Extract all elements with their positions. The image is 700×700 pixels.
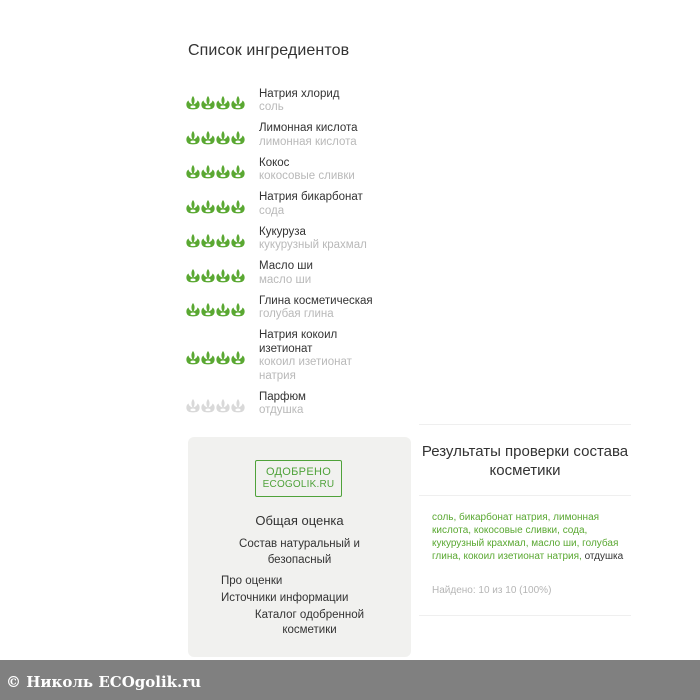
leaf-icon: [201, 347, 215, 365]
ingredient-name: Глина косметическая: [259, 294, 373, 307]
leaf-icon: [201, 196, 215, 214]
watermark-text: © Николь ECOgolik.ru: [6, 673, 202, 691]
leaf-icon: [201, 299, 215, 317]
ingredient-row: [186, 119, 406, 154]
ingredient-text: [259, 191, 363, 218]
results-title: Результаты проверки состава косметики: [421, 443, 629, 479]
leaf-icon: [201, 161, 215, 179]
other-ingredients: отдушка: [584, 551, 624, 562]
leaf-icon: [186, 92, 200, 110]
ingredient-row: [186, 153, 406, 188]
leaf-icon: [186, 265, 200, 283]
check-results-panel: [419, 424, 631, 616]
ingredients-title: Список ингредиентов: [188, 42, 350, 59]
leaf-icon: [231, 265, 245, 283]
leaf-icon: [216, 299, 230, 317]
ingredient-text: [259, 157, 355, 184]
leaf-icon: [216, 196, 230, 214]
ingredient-row: [186, 387, 406, 422]
ingredient-name: Масло ши: [259, 260, 313, 273]
ingredient-row: [186, 84, 406, 119]
approved-catalog-link[interactable]: Каталог одобренной косметики: [254, 609, 365, 636]
leaf-icon: [186, 299, 200, 317]
leaf-icon: [231, 196, 245, 214]
ingredient-common-name: кокоил изетионат натрия: [259, 356, 352, 382]
leaf-icon: [231, 230, 245, 248]
leaf-icon: [201, 127, 215, 145]
leaf-icon: [216, 265, 230, 283]
leaf-icon: [231, 395, 245, 413]
ingredient-list: [186, 84, 406, 422]
leaf-icon: [186, 127, 200, 145]
natural-ingredients: соль, бикарбонат натрия, лимонная кислота, кокосовые сливки, сода, кукурузный крахмал, масло ши, голубая глина, кокоил изетионат натрия,: [432, 512, 619, 562]
ingredient-name: Натрия бикарбонат: [259, 191, 363, 204]
verdict-text: Состав натуральный и безопасный: [239, 538, 360, 566]
leaf-icon: [186, 395, 200, 413]
watermark-bar: [0, 660, 700, 700]
ingredient-name: Натрия кокоил изетионат: [259, 329, 338, 355]
ingredient-text: [259, 226, 367, 253]
rating-leaves-icon: [186, 230, 246, 248]
rating-leaves-icon: [186, 265, 246, 283]
rating-leaves-icon: [186, 161, 246, 179]
ingredient-text: [259, 122, 358, 149]
leaf-icon: [186, 230, 200, 248]
leaf-icon: [201, 92, 215, 110]
leaf-icon: [216, 161, 230, 179]
stamp-line-2: ECOGOLIK.RU: [262, 479, 335, 490]
ingredient-common-name: лимонная кислота: [259, 135, 357, 148]
ingredient-name: Лимонная кислота: [259, 122, 358, 135]
leaf-icon: [231, 92, 245, 110]
ingredient-common-name: отдушка: [259, 404, 304, 417]
ingredient-text: [259, 329, 374, 383]
leaf-icon: [201, 395, 215, 413]
leaf-icon: [231, 347, 245, 365]
leaf-icon: [216, 347, 230, 365]
approved-stamp: [255, 460, 342, 497]
ingredient-common-name: голубая глина: [259, 308, 334, 321]
leaf-icon: [231, 161, 245, 179]
leaf-icon: [231, 299, 245, 317]
ingredient-row: [186, 257, 406, 292]
results-ingredient-list: [432, 511, 624, 563]
ingredient-row: [186, 291, 406, 326]
leaf-icon: [216, 230, 230, 248]
leaf-icon: [186, 161, 200, 179]
results-divider: [419, 495, 631, 496]
ingredient-common-name: кокосовые сливки: [259, 170, 355, 183]
about-ratings-link[interactable]: Про оценки: [221, 575, 283, 587]
ingredient-text: [259, 295, 373, 322]
ingredient-text: [259, 88, 339, 115]
leaf-icon: [216, 395, 230, 413]
ingredient-common-name: сода: [259, 204, 285, 217]
stamp-line-1: ОДОБРЕНО: [265, 466, 332, 478]
leaf-icon: [231, 127, 245, 145]
leaf-icon: [201, 230, 215, 248]
found-count: Найдено: 10 из 10 (100%): [432, 585, 552, 596]
leaf-icon: [216, 92, 230, 110]
overall-rating-title: Общая оценка: [255, 513, 344, 528]
rating-leaves-icon: [186, 299, 246, 317]
ingredient-name: Натрия хлорид: [259, 87, 340, 100]
leaf-icon: [216, 127, 230, 145]
ingredient-row: [186, 188, 406, 223]
ingredient-common-name: кукурузный крахмал: [259, 239, 367, 252]
ingredient-name: Кукуруза: [259, 225, 306, 238]
ingredient-row: [186, 326, 406, 388]
ingredient-row: [186, 222, 406, 257]
info-sources-link[interactable]: Источники информации: [221, 592, 349, 604]
rating-leaves-icon: [186, 92, 246, 110]
rating-leaves-icon: [186, 347, 246, 365]
rating-leaves-icon: [186, 127, 246, 145]
leaf-icon: [201, 265, 215, 283]
ingredient-text: [259, 391, 306, 418]
ingredient-name: Парфюм: [259, 390, 306, 403]
leaf-icon: [186, 347, 200, 365]
evaluation-card: [188, 437, 411, 657]
rating-leaves-icon: [186, 196, 246, 214]
ingredient-text: [259, 260, 313, 287]
leaf-icon: [186, 196, 200, 214]
ingredient-name: Кокос: [259, 156, 290, 169]
ingredient-common-name: масло ши: [259, 273, 312, 286]
rating-leaves-icon: [186, 395, 246, 413]
ingredient-common-name: соль: [259, 101, 284, 114]
